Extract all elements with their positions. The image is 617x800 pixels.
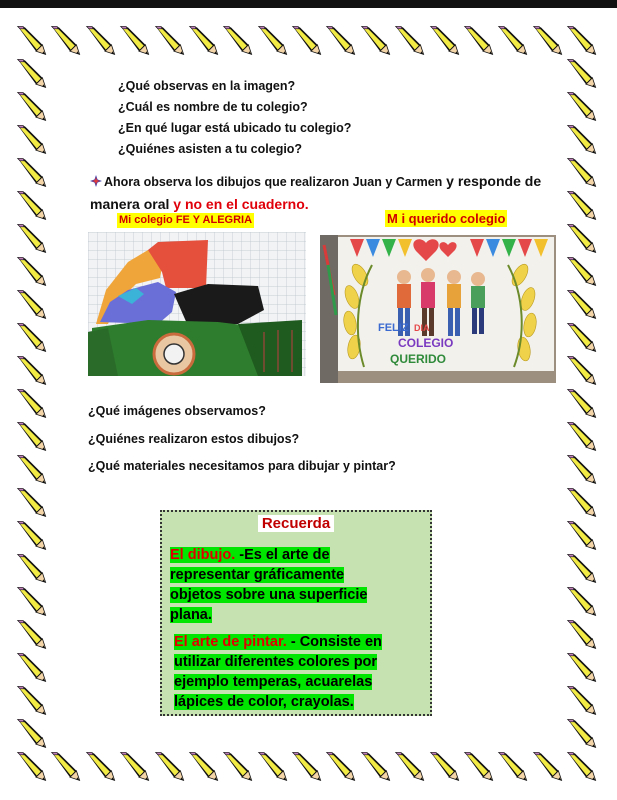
pencil-icon: [566, 387, 598, 419]
term-drawing: El dibujo.: [170, 547, 236, 563]
pencil-icon: [16, 90, 48, 122]
pencil-icon: [85, 750, 117, 782]
pencil-icon: [325, 750, 357, 782]
pencil-icon: [154, 750, 186, 782]
pencil-icon: [566, 255, 598, 287]
pencil-icon: [291, 24, 323, 56]
pencil-icon: [566, 585, 598, 617]
pencil-icon: [360, 24, 392, 56]
star-bullet-icon: [90, 175, 102, 187]
question-2: ¿Cuál es nombre de tu colegio?: [118, 100, 308, 114]
pencil-icon: [16, 24, 48, 56]
remember-box: [160, 510, 432, 716]
instruction-paragraph: [90, 170, 550, 215]
pencil-icon: [291, 750, 323, 782]
definition-painting-line-2: utilizar diferentes colores por: [174, 654, 378, 670]
pencil-icon: [16, 585, 48, 617]
definition-painting-line-3: ejemplo temperas, acuarelas: [174, 674, 373, 690]
pencil-icon: [532, 750, 564, 782]
pencil-icon: [16, 486, 48, 518]
definition-drawing: [170, 545, 428, 625]
pencil-icon: [566, 717, 598, 749]
drawing-school-photo: [88, 232, 306, 376]
question-1: ¿Qué observas en la imagen?: [118, 79, 296, 93]
pencil-icon: [16, 321, 48, 353]
pencil-icon: [566, 486, 598, 518]
pencil-icon: [566, 684, 598, 716]
pencil-icon: [497, 24, 529, 56]
pencil-icon: [566, 288, 598, 320]
pencil-icon: [50, 750, 82, 782]
pencil-icon: [566, 24, 598, 56]
pencil-icon: [16, 255, 48, 287]
drawing-text-dia: DIA: [414, 323, 430, 333]
pencil-icon: [50, 24, 82, 56]
pencil-icon: [566, 420, 598, 452]
definition-painting: [174, 632, 432, 712]
pencil-icon: [566, 57, 598, 89]
question-materials: ¿Qué materiales necesitamos para dibujar y pintar?: [88, 459, 396, 473]
drawing-text-feliz: FELIZ: [378, 322, 409, 334]
instruction-part-3: y no en el cuaderno.: [173, 196, 309, 212]
pencil-icon: [154, 24, 186, 56]
pencil-icon: [16, 288, 48, 320]
pencil-icon: [566, 618, 598, 650]
pencil-icon: [85, 24, 117, 56]
pencil-icon: [325, 24, 357, 56]
definition-painting-line-4: lápices de color, crayolas.: [174, 694, 354, 710]
pencil-icon: [566, 453, 598, 485]
pencil-icon: [566, 750, 598, 782]
pencil-icon: [16, 156, 48, 188]
pencil-icon: [532, 24, 564, 56]
definition-drawing-line-2: representar gráficamente: [170, 567, 345, 583]
pencil-icon: [463, 24, 495, 56]
term-painting: El arte de pintar.: [174, 634, 287, 650]
pencil-icon: [394, 24, 426, 56]
pencil-icon: [360, 750, 392, 782]
question-images: ¿Qué imágenes observamos?: [88, 404, 266, 418]
definition-painting-line-1: - Consiste en: [286, 634, 382, 650]
pencil-icon: [566, 90, 598, 122]
definition-drawing-line-3: objetos sobre una superficie: [170, 587, 368, 603]
definition-drawing-line-1: -Es el arte de: [235, 547, 330, 563]
pencil-icon: [16, 123, 48, 155]
caption-left: Mi colegio FE Y ALEGRIA: [119, 214, 253, 226]
pencil-icon: [429, 24, 461, 56]
pencil-icon: [16, 717, 48, 749]
pencil-icon: [566, 123, 598, 155]
pencil-icon: [566, 651, 598, 683]
pencil-icon: [222, 750, 254, 782]
pencil-icon: [566, 189, 598, 221]
pencil-icon: [566, 552, 598, 584]
drawing-text-colegio: COLEGIO: [398, 336, 454, 350]
pencil-icon: [16, 519, 48, 551]
pencil-icon: [257, 750, 289, 782]
pencil-icon: [119, 24, 151, 56]
pencil-icon: [463, 750, 495, 782]
pencil-icon: [16, 684, 48, 716]
definition-drawing-line-4: plana.: [170, 607, 212, 623]
pencil-icon: [222, 24, 254, 56]
pencil-icon: [16, 618, 48, 650]
pencil-icon: [16, 750, 48, 782]
drawing-text-querido: QUERIDO: [390, 352, 447, 366]
question-3: ¿En qué lugar está ubicado tu colegio?: [118, 121, 352, 135]
pencil-icon: [119, 750, 151, 782]
remember-title: Recuerda: [162, 515, 430, 533]
instruction-part-2: y responde de manera oral: [90, 173, 542, 212]
pencil-icon: [497, 750, 529, 782]
caption-right: M i querido colegio: [387, 211, 506, 226]
pencil-icon: [16, 222, 48, 254]
pencil-icon: [16, 420, 48, 452]
pencil-icon: [429, 750, 461, 782]
pencil-icon: [566, 354, 598, 386]
pencil-icon: [188, 24, 220, 56]
instruction-part-1: Ahora observa los dibujos que realizaron Juan y Carmen: [104, 175, 443, 189]
pencil-icon: [16, 453, 48, 485]
pencil-icon: [16, 189, 48, 221]
question-list-top: [118, 76, 351, 160]
question-authors: ¿Quiénes realizaron estos dibujos?: [88, 432, 300, 446]
pencil-icon: [566, 222, 598, 254]
pencil-icon: [257, 24, 289, 56]
pencil-icon: [566, 156, 598, 188]
drawing-festive-photo: [320, 235, 556, 383]
pencil-icon: [16, 552, 48, 584]
question-4: ¿Quiénes asisten a tu colegio?: [118, 142, 303, 156]
top-edge-bar: [0, 0, 617, 8]
pencil-icon: [566, 321, 598, 353]
pencil-icon: [16, 354, 48, 386]
pencil-icon: [16, 57, 48, 89]
pencil-icon: [16, 387, 48, 419]
pencil-icon: [566, 519, 598, 551]
pencil-icon: [394, 750, 426, 782]
pencil-icon: [16, 651, 48, 683]
pencil-icon: [188, 750, 220, 782]
